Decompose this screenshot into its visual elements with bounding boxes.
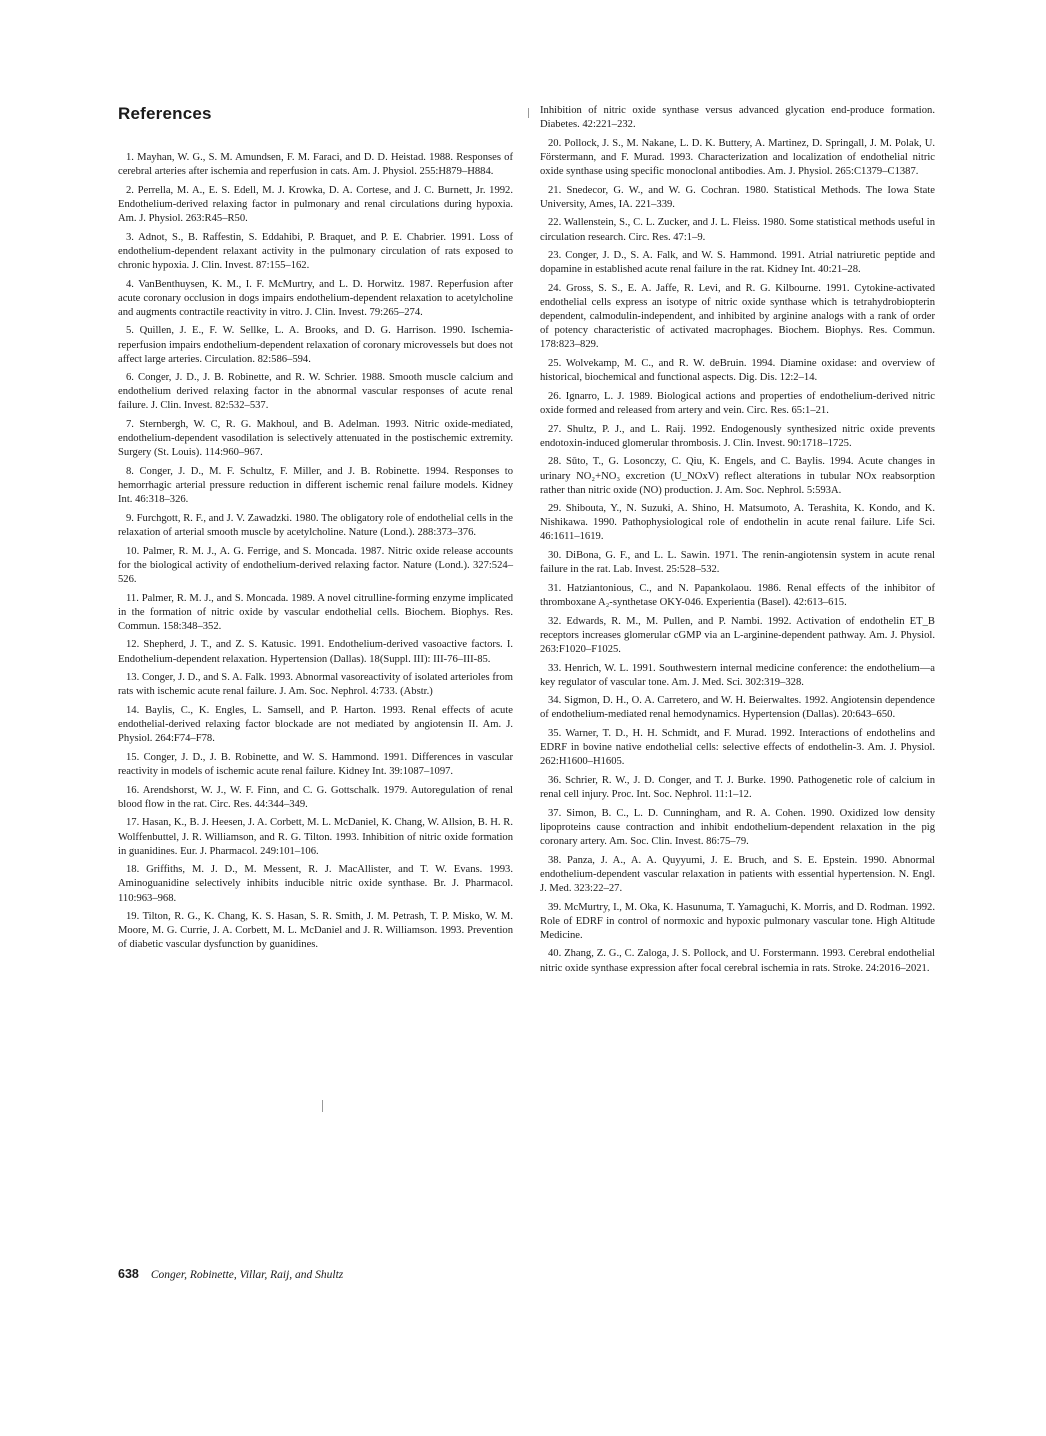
reference-6: 6. Conger, J. D., J. B. Robinette, and R. W. Schrier. 1988. Smooth muscle calcium and endothelium derived relaxing factor in the abnormal vascular responses of acute renal failure. J. Clin. Invest. 82:532–537. — [118, 372, 513, 412]
references-column-right — [540, 104, 935, 980]
reference-16: 16. Arendshorst, W. J., W. F. Finn, and C. G. Gottschalk. 1979. Autoregulation of renal blood flow in the rat. Circ. Res. 44:344–349. — [118, 784, 513, 810]
page-number: 638 — [118, 1267, 139, 1281]
reference-27: 27. Shultz, P. J., and L. Raij. 1992. Endogenously synthesized nitric oxide prevents endotoxin-induced glomerular thrombosis. J. Clin. Invest. 90:1718–1725. — [540, 423, 935, 449]
reference-7: 7. Sternbergh, W. C, R. G. Makhoul, and B. Adelman. 1993. Nitric oxide-mediated, endothelium-dependent vasodilation is selectively attenuated in the postischemic extremity. Surgery (St. Louis). 114:960–967. — [118, 419, 513, 459]
reference-20: 20. Pollock, J. S., M. Nakane, L. D. K. Buttery, A. Martinez, D. Springall, J. M. Polak, U. Förstermann, and F. Murad. 1993. Characterization and localization of endothelial nitric oxide synthase using specific monoclonal antibodies. Am. J. Physiol. 265:C1379–C1387. — [540, 137, 935, 177]
reference-38: 38. Panza, J. A., A. A. Quyyumi, J. E. Bruch, and S. E. Epstein. 1990. Abnormal endothelium-dependent vascular relaxation in patients with essential hypertension. N. Engl. J. Med. 323:22–27. — [540, 854, 935, 894]
reference-18: 18. Griffiths, M. J. D., M. Messent, R. J. MacAllister, and T. W. Evans. 1993. Aminoguanidine selectively inhibits inducible nitric oxide synthase. Br. J. Pharmacol. 110:963–968. — [118, 864, 513, 904]
reference-35: 35. Warner, T. D., H. H. Schmidt, and F. Murad. 1992. Interactions of endothelins and EDRF in bovine native endothelial cells: selective effects of endothelin-3. Am. J. Physiol. 262:H1600–H1605. — [540, 728, 935, 768]
references-column-left — [118, 151, 513, 957]
reference-21: 21. Snedecor, G. W., and W. G. Cochran. 1980. Statistical Methods. The Iowa State University, Ames, IA. 221–339. — [540, 184, 935, 210]
reference-17: 17. Hasan, K., B. J. Heesen, J. A. Corbett, M. L. McDaniel, K. Chang, W. Allsion, B. H. R. Wolffenbuttel, J. R. Williamson, and R. G. Tilton. 1993. Inhibition of nitric oxide formation in guanidines. Eur. J. Pharmacol. 249:101–106. — [118, 817, 513, 857]
reference-30: 30. DiBona, G. F., and L. L. Sawin. 1971. The renin-angiotensin system in acute renal failure in the rat. Lab. Invest. 25:528–532. — [540, 550, 935, 576]
reference-11: 11. Palmer, R. M. J., and S. Moncada. 1989. A novel citrulline-forming enzyme implicated in the formation of nitric oxide by vascular endothelial cells. Biochem. Biophys. Res. Commun. 158:348–352. — [118, 592, 513, 632]
reference-14: 14. Baylis, C., K. Engles, L. Samsell, and P. Harton. 1993. Renal effects of acute endothelial-derived relaxing factor blockade are not mediated by angiotensin II. Am. J. Physiol. 264:F74–F78. — [118, 705, 513, 745]
reference-22: 22. Wallenstein, S., C. L. Zucker, and J. L. Fleiss. 1980. Some statistical methods useful in circulation research. Circ. Res. 47:1–9. — [540, 217, 935, 243]
reference-36: 36. Schrier, R. W., J. D. Conger, and T. J. Burke. 1990. Pathogenetic role of calcium in renal cell injury. Proc. Int. Soc. Nephrol. 11:1–12. — [540, 775, 935, 801]
reference-5: 5. Quillen, J. E., F. W. Sellke, L. A. Brooks, and D. G. Harrison. 1990. Ischemia-reperfusion impairs endothelium-dependent relaxation of coronary microvessels but does not affect large arteries. Circulation. 82:586–594. — [118, 325, 513, 365]
reference-19: 19. Tilton, R. G., K. Chang, K. S. Hasan, S. R. Smith, J. M. Petrash, T. P. Misko, W. M. Moore, M. G. Currie, J. A. Corbett, M. L. McDaniel and J. R. Williamson. 1993. Prevention of diabetic vascular dysfunction by guanidines. — [118, 911, 513, 951]
reference-15: 15. Conger, J. D., J. B. Robinette, and W. S. Hammond. 1991. Differences in vascular reactivity in models of ischemic acute renal failure. Kidney Int. 39:1087–1097. — [118, 751, 513, 777]
reference-40: 40. Zhang, Z. G., C. Zaloga, J. S. Pollock, and U. Forstermann. 1993. Cerebral endothelial nitric oxide synthase expression after focal cerebral ischemia in rats. Stroke. 24:2016–2021. — [540, 948, 935, 974]
page-footer — [118, 1267, 343, 1281]
reference-3: 3. Adnot, S., B. Raffestin, S. Eddahibi, P. Braquet, and P. E. Chabrier. 1991. Loss of endothelium-dependent relaxant activity in the pulmonary circulation of rats exposed to chronic hypoxia. J. Clin. Invest. 87:155–162. — [118, 231, 513, 271]
references-heading: References — [118, 104, 212, 123]
reference-4: 4. VanBenthuysen, K. M., I. F. McMurtry, and L. D. Horwitz. 1987. Reperfusion after acute coronary occlusion in dogs impairs endothelium-dependent relaxation to acetylcholine and augments contractile reactivity in vitro. J. Clin. Invest. 79:265–274. — [118, 278, 513, 318]
reference-1: 1. Mayhan, W. G., S. M. Amundsen, F. M. Faraci, and D. D. Heistad. 1988. Responses of cerebral arteries after ischemia and reperfusion in cats. Am. J. Physiol. 255:H879–H884. — [118, 152, 513, 178]
reference-26: 26. Ignarro, L. J. 1989. Biological actions and properties of endothelium-derived nitric oxide formed and released from artery and vein. Circ. Res. 65:1–21. — [540, 390, 935, 416]
reference-12: 12. Shepherd, J. T., and Z. S. Katusic. 1991. Endothelium-derived vasoactive factors. I. Endothelium-dependent relaxation. Hypertension (Dallas). 18(Suppl. III): III-76–III-85. — [118, 639, 513, 665]
reference-19-continued: Inhibition of nitric oxide synthase versus advanced glycation end-produce formation. Diabetes. 42:221–232. — [540, 105, 935, 131]
reference-29: 29. Shibouta, Y., N. Suzuki, A. Shino, H. Matsumoto, A. Terashita, K. Kondo, and K. Nishikawa. 1990. Pathophysiological role of endothelin in acute renal failure. Life Sci. 46:1611–1619. — [540, 503, 935, 543]
reference-23: 23. Conger, J. D., S. A. Falk, and W. S. Hammond. 1991. Atrial natriuretic peptide and dopamine in established acute renal failure in the rat. Kidney Int. 40:21–28. — [540, 250, 935, 276]
reference-9: 9. Furchgott, R. F., and J. V. Zawadzki. 1980. The obligatory role of endothelial cells in the relaxation of arterial smooth muscle by acetylcholine. Nature (Lond.). 288:373–376. — [118, 512, 513, 538]
reference-2: 2. Perrella, M. A., E. S. Edell, M. J. Krowka, D. A. Cortese, and J. C. Burnett, Jr. 1992. Endothelium-derived relaxing factor in pulmonary and renal circulations during hypoxia. Am. J. Physiol. 263:R45–R50. — [118, 184, 513, 224]
reference-34: 34. Sigmon, D. H., O. A. Carretero, and W. H. Beierwaltes. 1992. Angiotensin dependence of endothelium-mediated renal hemodynamics. Hypertension (Dallas). 20:643–650. — [540, 695, 935, 721]
reference-32: 32. Edwards, R. M., M. Pullen, and P. Nambi. 1992. Activation of endothelin ET_B receptors increases glomerular cGMP via an L-arginine-dependent pathway. Am. J. Physiol. 263:F1020–F1025. — [540, 615, 935, 655]
running-authors: Conger, Robinette, Villar, Raij, and Shultz — [150, 1269, 344, 1281]
reference-13: 13. Conger, J. D., and S. A. Falk. 1993. Abnormal vasoreactivity of isolated arterioles from rats with ischemic acute renal failure. J. Am. Soc. Nephrol. 4:733. (Abstr.) — [118, 672, 513, 698]
scan-speck — [322, 1100, 323, 1112]
reference-33: 33. Henrich, W. L. 1991. Southwestern internal medicine conference: the endothelium—a key regulator of vascular tone. Am. J. Med. Sci. 302:319–328. — [540, 662, 935, 688]
reference-25: 25. Wolvekamp, M. C., and R. W. deBruin. 1994. Diamine oxidase: and overview of historical, biochemical and functional aspects. Dig. Dis. 12:2–14. — [540, 358, 935, 384]
reference-10: 10. Palmer, R. M. J., A. G. Ferrige, and S. Moncada. 1987. Nitric oxide release accounts for the biological activity of endothelium-derived relaxing factor. Nature (Lond.). 327:524–526. — [118, 545, 513, 585]
scan-speck — [528, 108, 529, 118]
reference-24: 24. Gross, S. S., E. A. Jaffe, R. Levi, and R. G. Kilbourne. 1991. Cytokine-activated endothelial cells express an isotype of nitric oxide synthase which is tetrahydrobiopterin dependent, calmodulin-independent, and inhibited by arginine analogs with a rank of order of potency characteristic of activated macrophages. Biochem. Biophys. Res. Commun. 178:823–829. — [540, 283, 935, 351]
reference-31: 31. Hatziantonious, C., and N. Papankolaou. 1986. Renal effects of the inhibitor of thromboxane A₂-synthetase OKY-046. Experientia (Basel). 42:613–615. — [540, 582, 935, 609]
reference-39: 39. McMurtry, I., M. Oka, K. Hasunuma, T. Yamaguchi, K. Morris, and D. Rodman. 1992. Role of EDRF in control of normoxic and hypoxic pulmonary vascular tone. High Altitude Medicine. — [540, 901, 935, 941]
reference-37: 37. Simon, B. C., L. D. Cunningham, and R. A. Cohen. 1990. Oxidized low density lipoproteins cause contraction and inhibit endothelium-dependent relaxation in the pig coronary artery. Am. Soc. Clin. Invest. 86:75–79. — [540, 807, 935, 847]
reference-8: 8. Conger, J. D., M. F. Schultz, F. Miller, and J. B. Robinette. 1994. Responses to hemorrhagic arterial pressure reduction in different ischemic renal failure models. Kidney Int. 46:318–326. — [118, 466, 513, 506]
reference-28: 28. Sūto, T., G. Losonczy, C. Qiu, K. Engels, and C. Baylis. 1994. Acute changes in urinary NO₂+NO₃ excretion (U_NOxV) reflect alterations in tubular NOx reabsorption rather than nitric oxide (NO) production. J. Am. Soc. Nephrol. 5:593A. — [540, 456, 935, 496]
